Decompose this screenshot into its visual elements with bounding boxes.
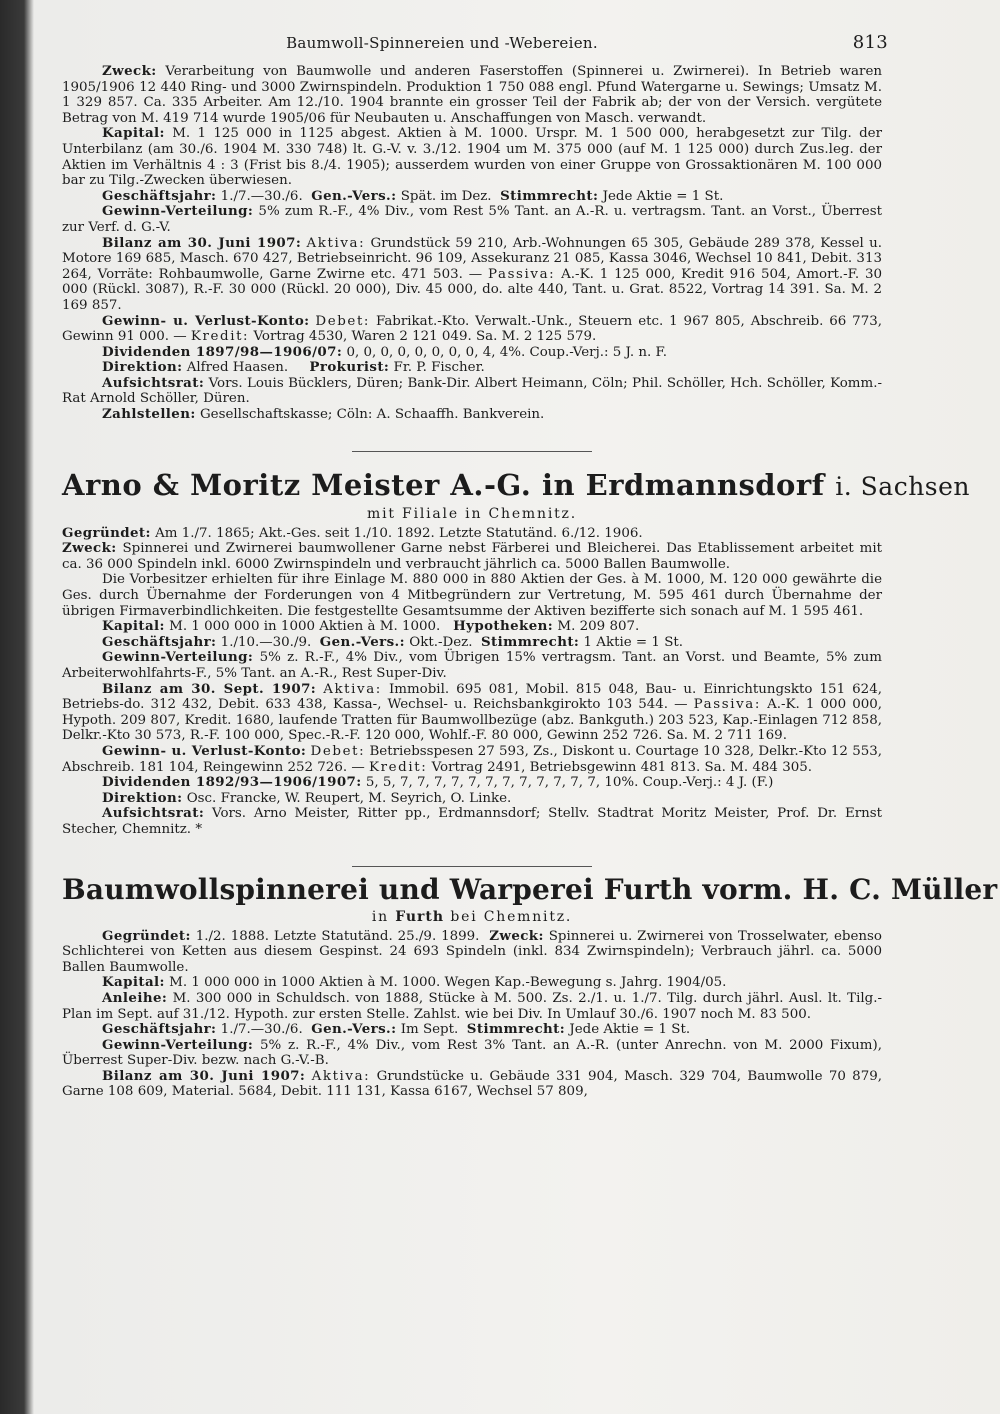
s2-direktion: Direktion: Osc. Francke, W. Reupert, M. Seyrich, O. Linke. xyxy=(102,789,512,806)
section-furth xyxy=(62,872,998,1101)
s1-aufsichtsrat: Aufsichtsrat: Vors. Louis Bücklers, Düren; Bank-Dir. Albert Heimann, Cöln; Phil. Schöller, Hch. Schöller, Komm.-Rat Arnold Schöller, Düren. xyxy=(62,374,882,407)
s1-gewinn-verteilung: Gewinn-Verteilung: 5% zum R.-F., 4% Div., vom Rest 5% Tant. an A.-R. u. vertragsm. Tant. an Vorst., Überrest zur Verf. d. G.-V. xyxy=(62,203,882,235)
s2-vorbesitzer: Die Vorbesitzer erhielten für ihre Einlage M. 880 000 in 880 Aktien der Ges. à M. 1000, M. 120 000 gewährte die Ges. durch Übernahme der Forderungen von 4 Mitbegründern zur Vertretung, M. 595 461 durch Übernahme der übrigen Firmaverbindlichkeiten. Die festgestellte Gesamtsumme der Aktiven bezifferte sich sonach auf M. 1 595 461. xyxy=(62,572,882,619)
s2-kapital: Kapital: M. 1 000 000 in 1000 Aktien à M. 1000. Hypotheken: M. 209 807. xyxy=(102,618,640,635)
s3-anleihe: Anleihe: M. 300 000 in Schuldsch. von 1888, Stücke à M. 500. Zs. 2./1. u. 1./7. Tilg. durch jährl. Ausl. lt. Tilg.-Plan im Sept. auf 31./12. Hypoth. zur ersten Stelle. Zahlst. wie bei Div. In Umlauf 30./6. 1907 noch M. 83 500. xyxy=(62,989,882,1022)
s2-aufsichtsrat: Aufsichtsrat: Vors. Arno Meister, Ritter pp., Erdmannsdorf; Stellv. Stadtrat Moritz Meister, Prof. Dr. Ernst Stecher, Chemnitz. * xyxy=(62,805,882,837)
s1-zweck: Zweck: Verarbeitung von Baumwolle und anderen Faserstoffen (Spinnerei u. Zwirnerei). In Betrieb waren 1905/1906 12 440 Ring- und 3000 Zwirnspindeln. Produktion 1 750 088 engl. Pfund Watergarne u. Sewings; Umsatz M. 1 329 857. Ca. 335 Arbeiter. Am 12./10. 1904 brannte ein grosser Teil der Fabrik ab; der von der Versich. vergütete Betrag von M. 419 714 wurde 1905/06 für Neubauten u. Anschaffungen von Masch. verwandt. xyxy=(62,63,882,126)
s1-kapital: Kapital: M. 1 125 000 in 1125 abgest. Aktien à M. 1000. Urspr. M. 1 500 000, herabgesetzt zur Tilg. der Unterbilanz (am 30./6. 1904 M. 330 748) lt. G.-V. v. 3./12. 1904 um M. 375 000 (auf M. 1 125 000) durch Zus.leg. der Aktien im Verhältnis 4 : 3 (Frist bis 8./4. 1905); ausserdem wurden von einer Gruppe von Grossaktionären M. 100 000 bar zu Tilg.-Zwecken überwiesen. xyxy=(62,125,882,189)
s3-geschaeftsjahr: Geschäftsjahr: 1./7.—30./6. Gen.-Vers.: Im Sept. Stimmrecht: Jede Aktie = 1 St. xyxy=(102,1021,691,1038)
s3-bilanz: Bilanz am 30. Juni 1907: Aktiva: Grundstücke u. Gebäude 331 904, Masch. 329 704, Baumwolle 70 879, Garne 108 609, Material. 5684, Debit. 111 131, Kassa 6167, Wechsel 57 809, xyxy=(62,1067,882,1100)
s1-dividenden: Dividenden 1897/98—1906/07: 0, 0, 0, 0, 0, 0, 0, 0, 4, 4%. Coup.-Verj.: 5 J. n. F. xyxy=(102,343,667,360)
s1-bilanz: Bilanz am 30. Juni 1907: Aktiva: Grundstück 59 210, Arb.-Wohnungen 65 305, Gebäude 289 378, Kessel u. Motore 169 685, Masch. 670 427, Betriebseinricht. 96 109, Assekuranz 21 085, Kassa 3046, Wechsel 10 841, Debit. 313 264, Vorräte: Rohbaumwolle, Garne Zwirne etc. 471 503. — Passiva: A.-K. 1 125 000, Kredit 916 504, Amort.-F. 30 000 (Rückl. 3087), R.-F. 30 000 (Rückl. 20 000), Div. 45 000, do. alte 440, Tant. u. Grat. 8522, Vortrag 14 391. Sa. M. 2 169 857. xyxy=(62,234,882,313)
page-number: 813 xyxy=(852,32,888,53)
s3-gegruendet: Gegründet: 1./2. 1888. Letzte Statutänd. 25./9. 1899. Zweck: Spinnerei u. Zwirnerei von Trosselwater, ebenso Schlichterei von Ketten aus diesem Gespinst. 24 693 Spindeln (inkl. 834 Zwirnspindeln); Verbrauch jährl. ca. 5000 Ballen Baumwolle. xyxy=(62,927,882,975)
section-divider-1 xyxy=(352,451,592,452)
s2-zweck: Zweck: Spinnerei und Zwirnerei baumwollener Garne nebst Färberei und Bleicherei. Das Etablissement arbeitet mit ca. 36 000 Spindeln inkl. 6000 Zwirnspindeln und verbraucht jährlich ca. 5000 Ballen Baumwolle. xyxy=(62,540,883,572)
s1-direktion: Direktion: Alfred Haasen. Prokurist: Fr. P. Fischer. xyxy=(102,359,485,376)
s2-gv-konto: Gewinn- u. Verlust-Konto: Debet: Betriebsspesen 27 593, Zs., Diskont u. Courtage 10 328, Delkr.-Kto 12 553, Abschreib. 181 104, Reingewinn 252 726. — Kredit: Vortrag 2491, Betriebsgewinn 481 813. Sa. M. 484 305. xyxy=(62,742,883,775)
running-title: Baumwoll-Spinnereien und -Webereien. xyxy=(286,34,598,52)
section-continuation xyxy=(62,64,882,423)
company-subheading-meister: mit Filiale in Chemnitz. xyxy=(367,505,577,522)
section-arno-moritz-meister xyxy=(62,467,971,838)
s2-dividenden: Dividenden 1892/93—1906/1907: 5, 5, 7, 7, 7, 7, 7, 7, 7, 7, 7, 7, 7, 7, 10%. Coup.-Verj.: 4 J. (F.) xyxy=(102,774,774,791)
company-subheading-furth: in Furth bei Chemnitz. xyxy=(371,908,573,925)
s1-geschaeftsjahr: Geschäftsjahr: 1./7.—30./6. Gen.-Vers.: Spät. im Dez. Stimmrecht: Jede Aktie = 1 St. xyxy=(102,187,724,204)
section-divider-2 xyxy=(352,866,592,867)
company-heading-meister: Arno & Moritz Meister A.-G. in Erdmannsdorf i. Sachsen xyxy=(62,467,971,502)
running-header xyxy=(62,30,888,64)
s1-zahlstellen: Zahlstellen: Gesellschaftskasse; Cöln: A. Schaaffh. Bankverein. xyxy=(102,406,545,423)
s2-geschaeftsjahr: Geschäftsjahr: 1./10.—30./9. Gen.-Vers.: Okt.-Dez. Stimmrecht: 1 Aktie = 1 St. xyxy=(102,633,683,650)
s2-gewinn-verteilung: Gewinn-Verteilung: 5% z. R.-F., 4% Div., vom Übrigen 15% vertragsm. Tant. an Vorst. und Beamte, 5% zum Arbeiterwohlfahrts-F., 5% Tant. an A.-R., Rest Super-Div. xyxy=(62,649,882,681)
s3-gewinn-verteilung: Gewinn-Verteilung: 5% z. R.-F., 4% Div., vom Rest 3% Tant. an A.-R. (unter Anrechn. von M. 2000 Fixum), Überrest Super-Div. bezw. nach G.-V.-B. xyxy=(62,1036,882,1069)
company-heading-furth: Baumwollspinnerei und Warperei Furth vorm. H. C. Müller xyxy=(62,872,998,906)
s3-kapital: Kapital: M. 1 000 000 in 1000 Aktien à M. 1000. Wegen Kap.-Bewegung s. Jahrg. 1904/05. xyxy=(102,974,727,991)
s2-gegruendet: Gegründet: Am 1./7. 1865; Akt.-Ges. seit 1./10. 1892. Letzte Statutänd. 6./12. 1906. xyxy=(62,524,643,541)
s1-gv-konto: Gewinn- u. Verlust-Konto: Debet: Fabrikat.-Kto. Verwalt.-Unk., Steuern etc. 1 967 805, Abschreib. 66 773, Gewinn 91 000. — Kredit: Vortrag 4530, Waren 2 121 049. Sa. M. 2 125 579. xyxy=(62,312,882,345)
s2-bilanz: Bilanz am 30. Sept. 1907: Aktiva: Immobil. 695 081, Mobil. 815 048, Bau- u. Einrichtungskto 151 624, Betriebs-do. 312 432, Debit. 633 438, Kassa-, Wechsel- u. Reichsbankgirokto 103 544. — Passiva: A.-K. 1 000 000, Hypoth. 209 807, Kredit. 1680, laufende Tratten für Baumwollbezüge (abz. Bankguth.) 203 523, Kap.-Einlagen 712 858, Delkr.-Kto 30 573, R.-F. 100 000, Spec.-R.-F. 120 000, Wohlf.-F. 80 000, Gewinn 252 726. Sa. M. 2 711 169. xyxy=(62,680,883,744)
page-content xyxy=(62,30,998,1100)
